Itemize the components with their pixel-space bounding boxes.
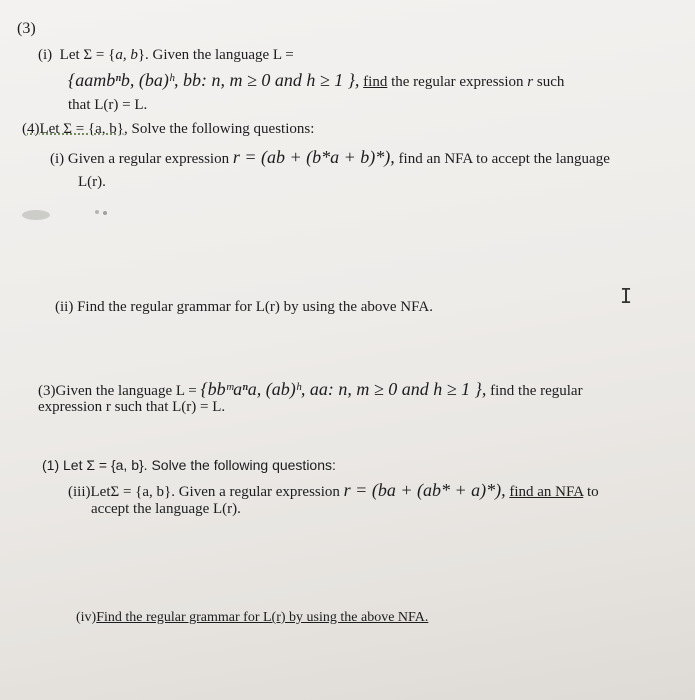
- q3-line1-b: = {: [92, 47, 116, 63]
- q1-iii-find: find an NFA: [509, 484, 584, 500]
- sigma-symbol: Σ: [83, 47, 93, 63]
- q3b-language-set: {bbᵐaⁿa, (ab)ʰ, aa: n, m ≥ 0 and h ≥ 1 },: [200, 379, 487, 399]
- q4-intro: [22, 120, 314, 138]
- q4-i-label: (i) Given a regular expression: [50, 151, 233, 167]
- q3-line1-c: }. Given the language L =: [137, 47, 294, 63]
- q3-line3: that L(r) = L.: [68, 97, 148, 113]
- q1-iii-to: to: [583, 484, 599, 500]
- q3-language-set: {aambⁿb, (ba)ʰ, bb: n, m ≥ 0 and h ≥ 1 },: [68, 70, 360, 90]
- q1-line1: (1) Let Σ = {a, b}. Solve the following questions:: [42, 457, 336, 473]
- q4-intro-rest: Solve the following questions:: [127, 121, 315, 137]
- q4-i-expression: r = (ab + (b*a + b)*),: [232, 147, 395, 167]
- smudge-mark: [103, 211, 107, 215]
- q3b-line1-a: (3)Given the language L =: [38, 383, 201, 399]
- q1-iii-expression: r = (ba + (ab* + a)*),: [343, 480, 506, 500]
- text-cursor-icon: I: [620, 284, 633, 308]
- q3-find-word: find: [363, 74, 388, 90]
- q4-ii: (ii) Find the regular grammar for L(r) by using the above NFA.: [55, 299, 433, 315]
- q3-line1: [38, 46, 294, 64]
- q4-i-line1: [50, 148, 610, 168]
- q1-iii-a: (iii)LetΣ = {a, b}. Given a regular expression: [68, 484, 344, 500]
- q3-line2-rest: the regular expression: [387, 74, 528, 90]
- q1-iv-underlined: Find the regular grammar for L(r) by using the above NFA.: [96, 610, 429, 625]
- q3-alphabet: a, b: [115, 47, 138, 63]
- q1-iv: [76, 609, 428, 627]
- q4-intro-underlined: (4)Let Σ = {a, b},: [22, 121, 128, 137]
- q3b-line1-rest: find the regular: [486, 383, 583, 399]
- q4-i-rest: find an NFA to accept the language: [394, 151, 610, 167]
- q3-line2-end: such: [533, 74, 565, 90]
- q4-i-line2: L(r).: [78, 174, 106, 190]
- q1-iii-line2: accept the language L(r).: [91, 501, 241, 517]
- heading-3: (3): [17, 20, 36, 37]
- smudge-mark: [22, 210, 50, 220]
- q1-iii-line1: [68, 481, 599, 501]
- q3b-line2: expression r such that L(r) = L.: [38, 399, 226, 415]
- q1-iv-label: (iv): [76, 610, 97, 625]
- q3-part-label: (i): [38, 47, 53, 63]
- q3-r-var: r: [527, 74, 534, 90]
- q3b-line1: [38, 380, 583, 400]
- q3-line1-a: Let: [59, 47, 84, 63]
- q3-line2: [68, 71, 564, 91]
- smudge-mark: [95, 210, 99, 214]
